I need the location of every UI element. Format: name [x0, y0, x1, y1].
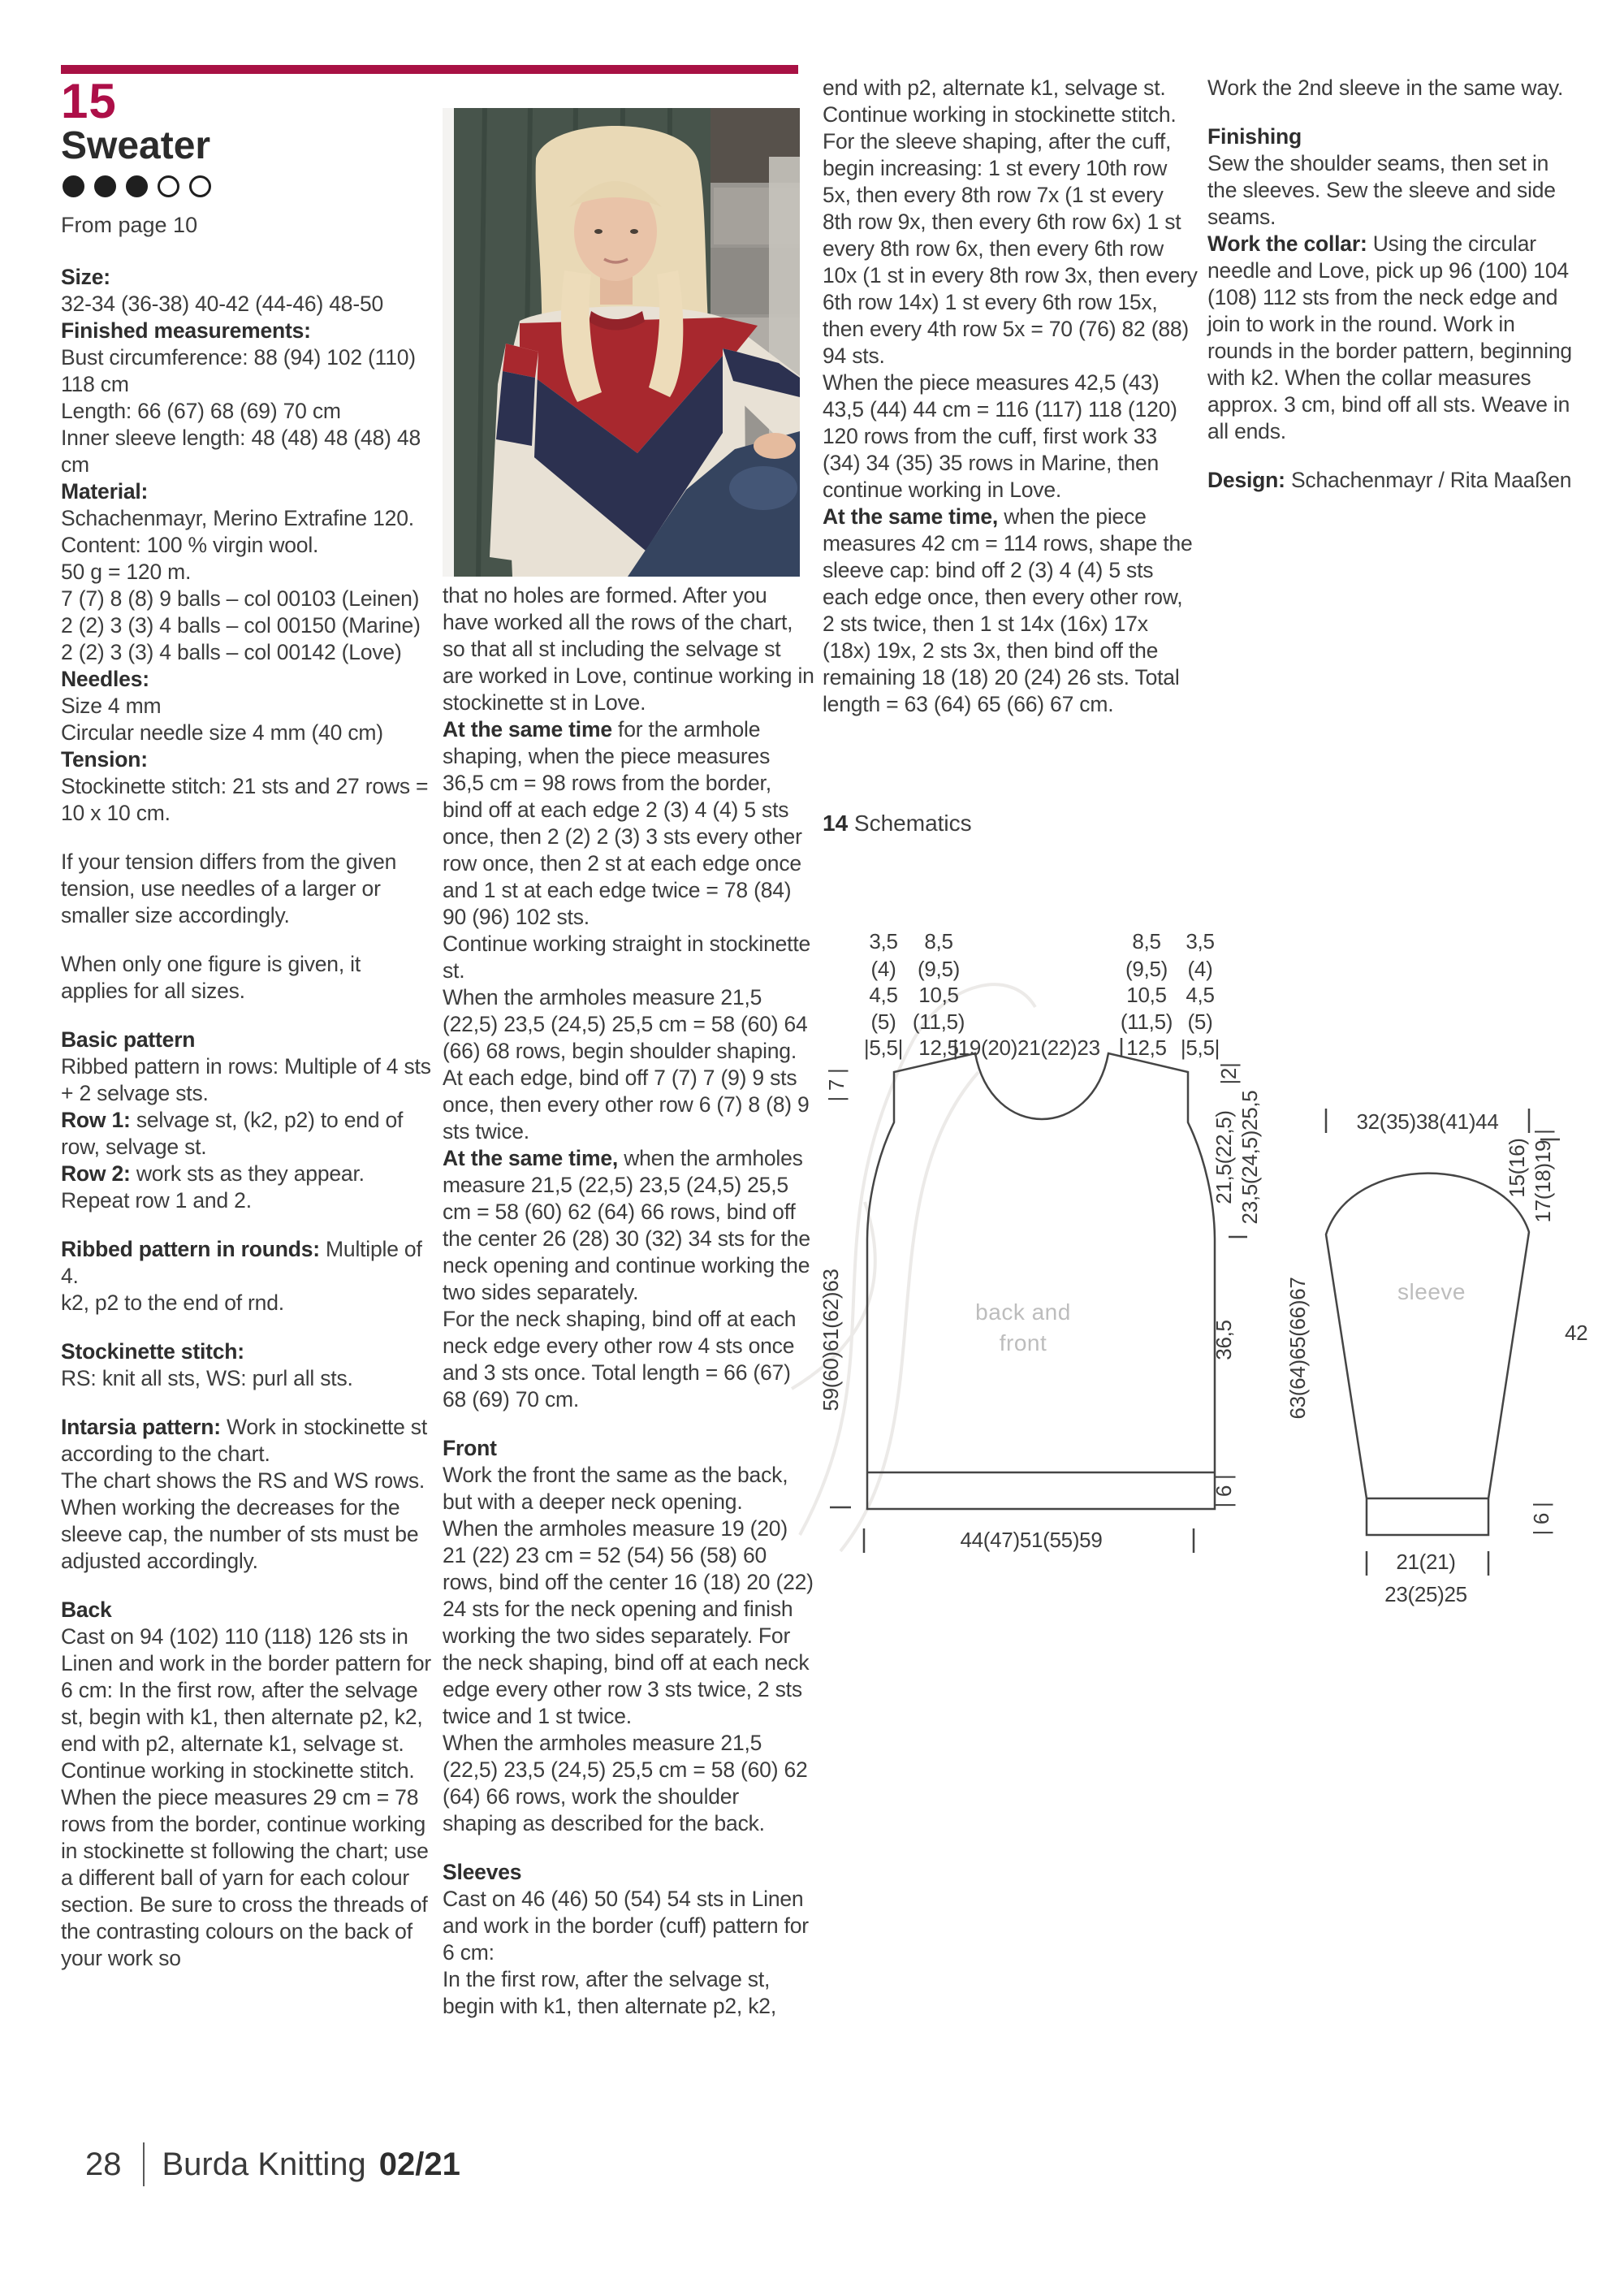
section-heading: Stockinette stitch:: [61, 1339, 244, 1364]
paragraph: Repeat row 1 and 2.: [61, 1188, 252, 1213]
dim-neck-depth: |2|: [1216, 1062, 1241, 1085]
paragraph: Schachenmayr, Merino Extrafine 120.: [61, 506, 414, 530]
dim-shoulder-r3: 4,5: [1186, 983, 1215, 1007]
paragraph: 2 (2) 3 (3) 4 balls – col 00150 (Marine): [61, 613, 421, 638]
paragraph: Length: 66 (67) 68 (69) 70 cm: [61, 399, 341, 423]
paragraph: Stockinette stitch: 21 sts and 27 rows = 10 x 10 cm.: [61, 774, 429, 825]
dim-neckhalf-l4: (11,5): [912, 1009, 965, 1034]
dim-neckhalf-l2: (9,5): [918, 957, 960, 981]
sleeve-caption: sleeve: [1397, 1279, 1466, 1304]
dim-shoulder-r5: |5,5|: [1180, 1035, 1220, 1060]
dim-cap-height-2: 17(18)19 |: [1531, 1129, 1555, 1223]
dim-neckhalf-l1: 8,5: [924, 929, 953, 953]
difficulty-dot-empty: [189, 175, 211, 197]
paragraph: k2, p2 to the end of rnd.: [61, 1290, 284, 1315]
dim-neckhalf-r3: 10,5: [1126, 983, 1167, 1007]
dim-shoulder-r2: (4): [1187, 957, 1213, 981]
column-4: [1207, 75, 1583, 494]
paragraph: The chart shows the RS and WS rows.: [61, 1468, 425, 1493]
section-heading: Back: [61, 1597, 112, 1622]
footer-page-number: 28: [85, 2146, 122, 2182]
paragraph: When the piece measures 29 cm = 78 rows from the border, continue working in stockinette st following the chart; use a different ball of yarn for each colour section. Be sure to cross the threads of the contrasting colours on the back of your work so: [61, 1785, 429, 1970]
paragraph: RS: knit all sts, WS: purl all sts.: [61, 1366, 353, 1390]
dim-shoulder-l5: |5,5|: [863, 1035, 904, 1060]
dim-neckhalf-r4: (11,5): [1120, 1009, 1173, 1034]
schematics-word: Schematics: [848, 811, 972, 836]
schematic-back-front: [818, 918, 1273, 1592]
photo-hand: [754, 433, 796, 459]
paragraph: Bust circumference: 88 (94) 102 (110) 118 cm: [61, 345, 416, 396]
dim-armhole-depth-2: 23,5(24,5)25,5: [1237, 1090, 1262, 1225]
section-heading: Sleeves: [443, 1860, 522, 1884]
dim-neckhalf-l5: 12,5: [918, 1035, 959, 1060]
section-heading: Finishing: [1207, 124, 1302, 149]
dim-neckhalf-r2: (9,5): [1125, 957, 1168, 981]
paragraph: Ribbed pattern in rows: Multiple of 4 sts + 2 selvage sts.: [61, 1054, 431, 1105]
dim-cuff-height: | 6 |: [1529, 1502, 1553, 1536]
paragraph: Content: 100 % virgin wool.: [61, 533, 319, 557]
difficulty-dot-filled: [63, 175, 84, 197]
page-title: Sweater: [61, 124, 211, 167]
paragraph: If your tension differs from the given tension, use needles of a larger or smaller size accordingly.: [61, 850, 397, 927]
dim-cap-height-1: 15(16): [1505, 1138, 1529, 1198]
paragraph: Work the front the same as the back, but with a deeper neck opening.: [443, 1463, 788, 1514]
paragraph: When only one figure is given, it applies for all sizes.: [61, 952, 361, 1003]
schematics-heading: [823, 811, 972, 837]
section-heading: Size:: [61, 265, 110, 289]
footer-magazine-name: Burda Knitting: [162, 2146, 366, 2182]
paragraph: Cast on 46 (46) 50 (54) 54 sts in Linen and work in the border (cuff) pattern for 6 cm:: [443, 1887, 809, 1965]
footer-divider: [143, 2142, 145, 2186]
dim-sleeve-total-length: 63(64)65(66)67: [1285, 1277, 1310, 1420]
page-footer: [85, 2142, 460, 2186]
difficulty-dot-filled: [94, 175, 116, 197]
dim-shoulder-l2: (4): [870, 957, 896, 981]
paragraph: that no holes are formed. After you have worked all the rows of the chart, so that all st including the selvage st are worked in Love, continue working in stockinette st in Love.: [443, 583, 814, 715]
paragraph: Design: Schachenmayr / Rita Maaßen: [1207, 468, 1572, 492]
model-photo: [443, 108, 800, 577]
section-heading: Material:: [61, 479, 149, 504]
dim-neckhalf-l3: 10,5: [918, 983, 959, 1007]
paragraph: When working the decreases for the sleeve cap, the number of sts must be adjusted accordingly.: [61, 1495, 419, 1573]
section-heading: Finished measurements:: [61, 318, 311, 343]
pattern-number: 15: [61, 74, 117, 128]
dim-sleeve-top-width: 32(35)38(41)44: [1356, 1109, 1499, 1134]
paragraph: Row 1: selvage st, (k2, p2) to end of row, selvage st.: [61, 1108, 404, 1159]
dim-shoulder-drop: | 7 |: [824, 1068, 849, 1102]
dim-shoulder-l4: (5): [870, 1009, 896, 1034]
from-page-reference: From page 10: [61, 213, 198, 237]
dim-shoulder-l1: 3,5: [869, 929, 898, 953]
column-2: [443, 582, 814, 2020]
paragraph: end with p2, alternate k1, selvage st. Continue working in stockinette stitch.: [823, 76, 1177, 127]
paragraph: Intarsia pattern: Work in stockinette st according to the chart.: [61, 1415, 427, 1466]
dim-neckhalf-r1: 8,5: [1132, 929, 1161, 953]
dim-cuff-width-2: 23(25)25: [1384, 1582, 1467, 1606]
paragraph: Sew the shoulder seams, then set in the sleeves. Sew the sleeve and side seams.: [1207, 151, 1556, 229]
dim-shoulder-r4: (5): [1187, 1009, 1213, 1034]
dim-sleeve-underarm-length: 42: [1565, 1321, 1588, 1345]
paragraph: Ribbed pattern in rounds: Multiple of 4.: [61, 1237, 422, 1288]
difficulty-dots: [63, 175, 211, 197]
column-1: [61, 264, 433, 1972]
paragraph: 50 g = 120 m.: [61, 560, 192, 584]
paragraph: When the armholes measure 21,5 (22,5) 23,5 (24,5) 25,5 cm = 58 (60) 64 (66) 68 rows, begin shoulder shaping. At each edge, bind off 7 (7) 7 (9) 9 sts once, then every other row 6 (7) 8 (8) 9 sts twice.: [443, 985, 810, 1143]
paragraph: When the armholes measure 21,5 (22,5) 23,5 (24,5) 25,5 cm = 58 (60) 62 (64) 66 rows, work the shoulder shaping as described for the back.: [443, 1731, 808, 1835]
paragraph: 2 (2) 3 (3) 4 balls – col 00142 (Love): [61, 640, 402, 664]
paragraph: Work the collar: Using the circular needle and Love, pick up 96 (100) 104 (108) 112 sts from the neck edge and join to work in the round. Work in rounds in the border pattern, beginning with k2. When the collar measures approx. 3 cm, bind off all sts. Weave in all ends.: [1207, 231, 1572, 443]
dim-side-length: 36,5: [1212, 1320, 1236, 1360]
dim-cuff-width-1: 21(21): [1396, 1550, 1456, 1574]
paragraph: At the same time, when the armholes measure 21,5 (22,5) 23,5 (24,5) 25,5 cm = 58 (60) 62 (64) 66 rows, bind off the center 26 (28) 30 (32) 34 sts for the neck opening and continue working the two sides separately.: [443, 1146, 810, 1304]
difficulty-dot-filled: [126, 175, 148, 197]
paragraph: Inner sleeve length: 48 (48) 48 (48) 48 cm: [61, 426, 421, 477]
dim-neck-width: |19(20)21(22)23: [952, 1035, 1100, 1060]
dim-shoulder-l3: 4,5: [869, 983, 898, 1007]
dim-hem-height: | 6 |: [1212, 1474, 1236, 1508]
paragraph: Continue working straight in stockinette st.: [443, 932, 811, 983]
paragraph: For the sleeve shaping, after the cuff, begin increasing: 1 st every 10th row 5x, then every 8th row 7x (1 st every 8th row 9x, then every 6th row 6x) 1 st every 8th row 6x, then every 6th row 10x (1 st in every 8th row 3x, then every 6th row 14x) 1 st every 6th row 15x, then every 4th row 5x = 70 (76) 82 (88) 94 sts.: [823, 129, 1198, 368]
difficulty-dot-empty: [158, 175, 179, 197]
dim-neckhalf-r5: 12,5: [1126, 1035, 1167, 1060]
dim-armhole-depth-1: 21,5(22,5): [1212, 1110, 1236, 1204]
body-caption-2: front: [999, 1330, 1047, 1355]
schematics-number: 14: [823, 811, 849, 836]
paragraph: Circular needle size 4 mm (40 cm): [61, 720, 383, 745]
body-outline: [867, 1053, 1215, 1509]
column-3: [823, 75, 1198, 718]
dim-shoulder-r1: 3,5: [1186, 929, 1215, 953]
paragraph: Cast on 94 (102) 110 (118) 126 sts in Linen and work in the border pattern for 6 cm: In the first row, after the selvage st, begin with k1, then alternate p2, k2, end with p2, alternate k1, selvage st. Continue working in stockinette stitch.: [61, 1624, 432, 1783]
section-heading: Needles:: [61, 667, 149, 691]
paragraph: When the piece measures 42,5 (43) 43,5 (44) 44 cm = 116 (117) 118 (120) 120 rows from the cuff, first work 33 (34) 34 (35) 35 rows in Marine, then continue working in Love.: [823, 370, 1177, 502]
footer-issue: 02/21: [378, 2146, 460, 2182]
paragraph: Work the 2nd sleeve in the same way.: [1207, 76, 1564, 100]
paragraph: 7 (7) 8 (8) 9 balls – col 00103 (Leinen): [61, 586, 420, 611]
paragraph: At the same time, when the piece measures 42 cm = 114 rows, shape the sleeve cap: bind off 2 (3) 4 (4) 5 sts each edge once, then every other row, 2 sts twice, then 1 st 14x (16x) 17x (18x) 19x, 2 sts 3x, then bind off the remaining 18 (18) 20 (24) 26 sts. Total length = 63 (64) 65 (66) 67 cm.: [823, 504, 1193, 716]
paragraph: At the same time for the armhole shaping, when the piece measures 36,5 cm = 98 rows from the border, bind off at each edge 2 (3) 4 (4) 5 sts once, then 2 (2) 2 (3) 3 sts every other row once, then 2 st at each edge once and 1 st at each edge twice = 78 (84) 90 (96) 102 sts.: [443, 717, 802, 929]
paragraph: Size 4 mm: [61, 694, 162, 718]
section-heading: Front: [443, 1436, 497, 1460]
schematic-sleeve: [1279, 1031, 1620, 1624]
dim-body-length: 59(60)61(62)63: [818, 1269, 843, 1412]
paragraph: Row 2: work sts as they appear.: [61, 1161, 365, 1186]
dim-body-width: 44(47)51(55)59: [960, 1528, 1103, 1552]
section-heading: Tension:: [61, 747, 148, 772]
sleeve-outline: [1326, 1174, 1529, 1535]
paragraph: 32-34 (36-38) 40-42 (44-46) 48-50: [61, 292, 384, 316]
paragraph: In the first row, after the selvage st, begin with k1, then alternate p2, k2,: [443, 1967, 776, 2018]
paragraph: For the neck shaping, bind off at each neck edge every other row 4 sts once and 3 sts once. Total length = 66 (67) 68 (69) 70 cm.: [443, 1307, 797, 1412]
accent-bar: [61, 65, 798, 74]
section-heading: Basic pattern: [61, 1027, 196, 1052]
paragraph: When the armholes measure 19 (20) 21 (22) 23 cm = 52 (54) 56 (58) 60 rows, bind off the center 16 (18) 20 (22) 24 sts for the neck opening and finish working the two sides separately. For the neck shaping, bind off at each neck edge every other row 3 sts twice, 2 sts twice and 1 st twice.: [443, 1516, 814, 1728]
body-caption-1: back and: [975, 1299, 1071, 1325]
